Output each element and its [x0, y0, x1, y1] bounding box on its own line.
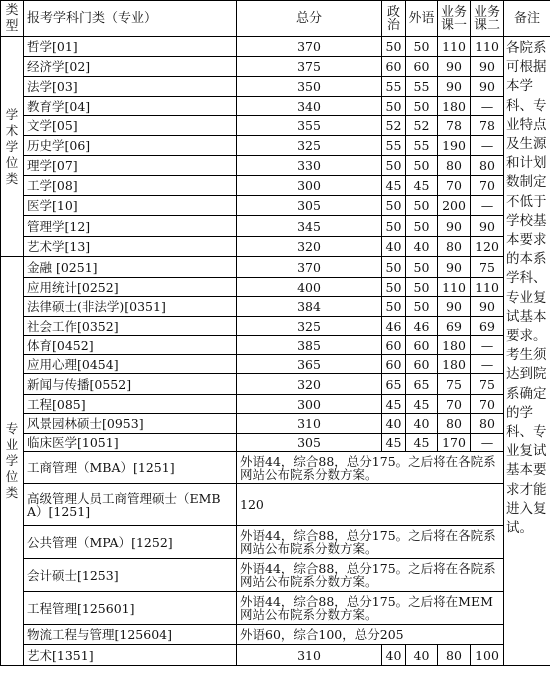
- header-row: [1, 1, 550, 37]
- course2-cell: 80: [471, 156, 504, 176]
- header-course1: 业务课一: [438, 1, 471, 37]
- course2-cell: —: [471, 136, 504, 156]
- politics-cell: 55: [382, 136, 406, 156]
- course1-cell: 80: [438, 156, 471, 176]
- category-cell: 工商管理（MBA）[1251]: [24, 452, 237, 484]
- politics-cell: 52: [382, 116, 406, 136]
- category-cell: 风景园林硕士[0953]: [24, 414, 237, 434]
- category-cell: 经济学[02]: [24, 57, 237, 77]
- table-row: [1, 216, 550, 237]
- politics-cell: 50: [382, 156, 406, 176]
- politics-cell: 50: [382, 297, 406, 317]
- table-row: [1, 395, 550, 414]
- merged-requirement-cell: 外语44，综合88，总分175。之后将在各院系网站公布院系分数方案。: [237, 526, 504, 559]
- course2-cell: 90: [471, 297, 504, 317]
- politics-cell: 45: [382, 395, 406, 414]
- course1-cell: 70: [438, 395, 471, 414]
- course2-cell: 90: [471, 216, 504, 237]
- table-row: [1, 196, 550, 216]
- total-cell: 310: [237, 414, 382, 434]
- course2-cell: —: [471, 434, 504, 452]
- foreign-cell: 60: [406, 57, 438, 77]
- course2-cell: —: [471, 336, 504, 355]
- course1-cell: 80: [438, 414, 471, 434]
- table-row: [1, 257, 550, 278]
- total-cell: 340: [237, 97, 382, 116]
- course1-cell: 170: [438, 434, 471, 452]
- course1-cell: 90: [438, 257, 471, 278]
- category-cell: 体育[0452]: [24, 336, 237, 355]
- total-cell: 300: [237, 176, 382, 196]
- course1-cell: 110: [438, 37, 471, 57]
- total-cell: 320: [237, 374, 382, 395]
- table-row: [1, 559, 550, 592]
- category-cell: 文学[05]: [24, 116, 237, 136]
- foreign-cell: 50: [406, 37, 438, 57]
- politics-cell: 60: [382, 355, 406, 374]
- header-remark: 备注: [504, 1, 550, 37]
- course1-cell: 90: [438, 297, 471, 317]
- table-row: [1, 176, 550, 196]
- table-row: [1, 57, 550, 77]
- course2-cell: 90: [471, 77, 504, 97]
- foreign-cell: 52: [406, 116, 438, 136]
- total-cell: 325: [237, 136, 382, 156]
- foreign-cell: 45: [406, 395, 438, 414]
- table-row: [1, 278, 550, 297]
- remark-cell: 各院系可根据本学科、专业特点及生源和计划数制定不低于学校基本要求的本系学科、专业复试基本要求。考生须达到院系确定的学科、专业复试基本要求才能进入复试。: [504, 37, 550, 666]
- course1-cell: 80: [438, 237, 471, 257]
- course2-cell: —: [471, 355, 504, 374]
- header-course2: 业务课二: [471, 1, 504, 37]
- category-cell: 管理学[12]: [24, 216, 237, 237]
- category-cell: 法学[03]: [24, 77, 237, 97]
- politics-cell: 45: [382, 176, 406, 196]
- total-cell: 320: [237, 237, 382, 257]
- total-cell: 370: [237, 37, 382, 57]
- course2-cell: —: [471, 196, 504, 216]
- table-row: [1, 434, 550, 452]
- foreign-cell: 60: [406, 336, 438, 355]
- politics-cell: 40: [382, 414, 406, 434]
- category-cell: 法律硕士(非法学)[0351]: [24, 297, 237, 317]
- total-cell: 370: [237, 257, 382, 278]
- table-row: [1, 156, 550, 176]
- course1-cell: 70: [438, 176, 471, 196]
- course2-cell: 75: [471, 374, 504, 395]
- course1-cell: 90: [438, 57, 471, 77]
- category-cell: 工程管理[125601]: [24, 592, 237, 625]
- table-row: [1, 592, 550, 625]
- table-row: [1, 452, 550, 484]
- category-cell: 金融 [0251]: [24, 257, 237, 278]
- total-cell: 345: [237, 216, 382, 237]
- table-row: [1, 645, 550, 666]
- course1-cell: 180: [438, 336, 471, 355]
- foreign-cell: 50: [406, 216, 438, 237]
- category-cell: 医学[10]: [24, 196, 237, 216]
- category-cell: 新闻与传播[0552]: [24, 374, 237, 395]
- foreign-cell: 50: [406, 278, 438, 297]
- politics-cell: 50: [382, 37, 406, 57]
- course2-cell: 80: [471, 414, 504, 434]
- course2-cell: 75: [471, 257, 504, 278]
- foreign-cell: 40: [406, 237, 438, 257]
- merged-requirement-cell: 外语44，综合88，总分175。之后将在MEM网站公布院系分数方案。: [237, 592, 504, 625]
- merged-requirement-cell: 120: [237, 484, 504, 526]
- category-cell: 应用心理[0454]: [24, 355, 237, 374]
- total-cell: 305: [237, 196, 382, 216]
- politics-cell: 46: [382, 317, 406, 336]
- foreign-cell: 46: [406, 317, 438, 336]
- category-cell: 会计硕士[1253]: [24, 559, 237, 592]
- total-cell: 330: [237, 156, 382, 176]
- foreign-cell: 55: [406, 77, 438, 97]
- course2-cell: 120: [471, 237, 504, 257]
- total-cell: 350: [237, 77, 382, 97]
- table-row: [1, 625, 550, 645]
- table-row: [1, 77, 550, 97]
- course2-cell: 69: [471, 317, 504, 336]
- table-row: [1, 297, 550, 317]
- politics-cell: 50: [382, 97, 406, 116]
- course2-cell: 100: [471, 645, 504, 666]
- foreign-cell: 65: [406, 374, 438, 395]
- merged-requirement-cell: 外语60，综合100，总分205: [237, 625, 504, 645]
- foreign-cell: 50: [406, 156, 438, 176]
- foreign-cell: 50: [406, 196, 438, 216]
- course1-cell: 180: [438, 355, 471, 374]
- header-politics: 政治: [382, 1, 406, 37]
- table-row: [1, 355, 550, 374]
- category-cell: 历史学[06]: [24, 136, 237, 156]
- course2-cell: 110: [471, 278, 504, 297]
- foreign-cell: 55: [406, 136, 438, 156]
- course1-cell: 110: [438, 278, 471, 297]
- total-cell: 300: [237, 395, 382, 414]
- foreign-cell: 60: [406, 355, 438, 374]
- foreign-cell: 50: [406, 297, 438, 317]
- category-cell: 应用统计[0252]: [24, 278, 237, 297]
- course1-cell: 90: [438, 216, 471, 237]
- course1-cell: 180: [438, 97, 471, 116]
- foreign-cell: 50: [406, 257, 438, 278]
- category-cell: 艺术[1351]: [24, 645, 237, 666]
- course2-cell: 70: [471, 176, 504, 196]
- total-cell: 385: [237, 336, 382, 355]
- politics-cell: 65: [382, 374, 406, 395]
- table-row: [1, 414, 550, 434]
- total-cell: 325: [237, 317, 382, 336]
- category-cell: 理学[07]: [24, 156, 237, 176]
- total-cell: 400: [237, 278, 382, 297]
- total-cell: 375: [237, 57, 382, 77]
- group-label: 专业学位类: [1, 257, 24, 666]
- total-cell: 365: [237, 355, 382, 374]
- table-row: [1, 374, 550, 395]
- course2-cell: 78: [471, 116, 504, 136]
- politics-cell: 50: [382, 278, 406, 297]
- merged-requirement-cell: 外语44，综合88，总分175。之后将在各院系网站公布院系分数方案。: [237, 559, 504, 592]
- course1-cell: 80: [438, 645, 471, 666]
- course1-cell: 90: [438, 77, 471, 97]
- politics-cell: 60: [382, 336, 406, 355]
- total-cell: 384: [237, 297, 382, 317]
- table-row: [1, 237, 550, 257]
- category-cell: 物流工程与管理[125604]: [24, 625, 237, 645]
- politics-cell: 40: [382, 645, 406, 666]
- group-label: 学术学位类: [1, 37, 24, 257]
- header-category: 报考学科门类（专业）: [24, 1, 237, 37]
- course1-cell: 69: [438, 317, 471, 336]
- table-row: [1, 317, 550, 336]
- foreign-cell: 40: [406, 645, 438, 666]
- header-total: 总分: [237, 1, 382, 37]
- total-cell: 310: [237, 645, 382, 666]
- category-cell: 艺术学[13]: [24, 237, 237, 257]
- politics-cell: 60: [382, 57, 406, 77]
- header-foreign: 外语: [406, 1, 438, 37]
- header-type: 类型: [1, 1, 24, 37]
- politics-cell: 55: [382, 77, 406, 97]
- table-row: [1, 116, 550, 136]
- foreign-cell: 50: [406, 97, 438, 116]
- course1-cell: 78: [438, 116, 471, 136]
- course1-cell: 200: [438, 196, 471, 216]
- politics-cell: 50: [382, 216, 406, 237]
- table-row: [1, 37, 550, 57]
- category-cell: 临床医学[1051]: [24, 434, 237, 452]
- table-row: [1, 97, 550, 116]
- course2-cell: 90: [471, 57, 504, 77]
- foreign-cell: 40: [406, 414, 438, 434]
- politics-cell: 40: [382, 237, 406, 257]
- table-row: [1, 526, 550, 559]
- category-cell: 高级管理人员工商管理硕士（EMBA）[1251]: [24, 484, 237, 526]
- category-cell: 教育学[04]: [24, 97, 237, 116]
- category-cell: 社会工作[0352]: [24, 317, 237, 336]
- total-cell: 355: [237, 116, 382, 136]
- table-body: [1, 37, 550, 666]
- politics-cell: 50: [382, 196, 406, 216]
- category-cell: 工程[085]: [24, 395, 237, 414]
- politics-cell: 50: [382, 257, 406, 278]
- category-cell: 工学[08]: [24, 176, 237, 196]
- politics-cell: 45: [382, 434, 406, 452]
- total-cell: 305: [237, 434, 382, 452]
- category-cell: 哲学[01]: [24, 37, 237, 57]
- foreign-cell: 45: [406, 434, 438, 452]
- course2-cell: 110: [471, 37, 504, 57]
- course2-cell: —: [471, 97, 504, 116]
- merged-requirement-cell: 外语44，综合88，总分175。之后将在各院系网站公布院系分数方案。: [237, 452, 504, 484]
- table-row: [1, 336, 550, 355]
- foreign-cell: 45: [406, 176, 438, 196]
- course1-cell: 75: [438, 374, 471, 395]
- table-row: [1, 136, 550, 156]
- table-row: [1, 484, 550, 526]
- course1-cell: 190: [438, 136, 471, 156]
- category-cell: 公共管理（MPA）[1252]: [24, 526, 237, 559]
- course2-cell: 70: [471, 395, 504, 414]
